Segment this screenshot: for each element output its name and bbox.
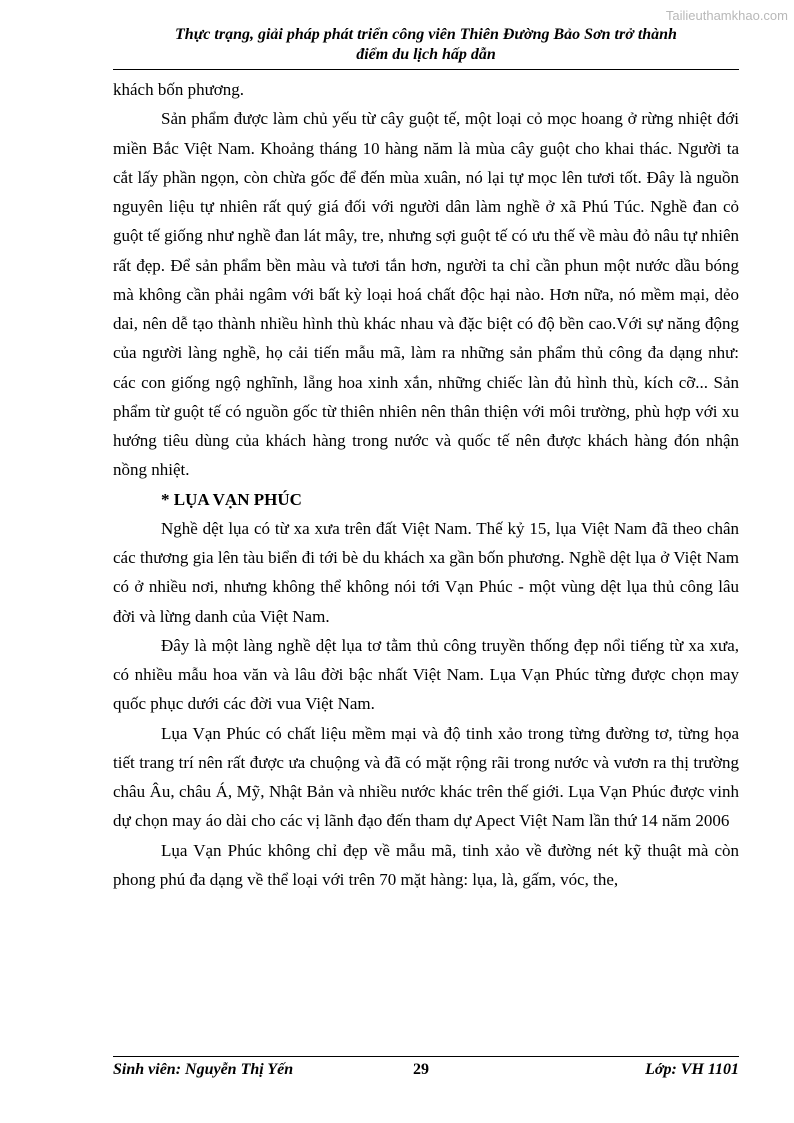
- footer-class: Lớp: VH 1101: [645, 1061, 739, 1078]
- footer-divider: [113, 1056, 739, 1057]
- paragraph-guot-te: Sản phẩm được làm chủ yếu từ cây guột tế, một loại cỏ mọc hoang ở rừng nhiệt đới miền Bắc Việt Nam. Khoảng tháng 10 hàng năm là mùa cây guột cho khai thác. Người ta cắt lấy phần ngọn, còn chừa gốc để đến mùa xuân, nó lại tự mọc lên tươi tốt. Đây là nguồn nguyên liệu tự nhiên rất quý giá đối với người dân làm nghề ở xã Phú Túc. Nghề đan cỏ guột tế giống như nghề đan lát mây, tre, nhưng sợi guột tế có ưu thế về màu đỏ nâu tự nhiên rất đẹp. Để sản phẩm bền màu và tươi tắn hơn, người ta chỉ cần phun một nước dầu bóng mà không cần phải ngâm với bất kỳ loại hoá chất độc hại nào. Hơn nữa, nó mềm mại, dẻo dai, nên dễ tạo thành nhiều hình thù khác nhau và đặc biệt có độ bền cao.Với sự năng động của người làng nghề, họ cải tiến mẫu mã, làm ra những sản phẩm thủ công đa dạng như: các con giống ngộ nghĩnh, lẵng hoa xinh xắn, những chiếc làn đủ hình thù, kích cỡ... Sản phẩm từ guột tế có nguồn gốc từ thiên nhiên nên thân thiện với môi trường, phù hợp với xu hướng tiêu dùng của khách hàng trong nước và quốc tế nên được khách hàng đón nhận nồng nhiệt.: [113, 109, 739, 480]
- header-line-2: điểm du lịch hấp dẫn: [356, 46, 496, 63]
- paragraph-continuation: khách bốn phương.: [113, 80, 245, 99]
- section-heading-lua-van-phuc: * LỤA VẠN PHÚC: [161, 489, 302, 509]
- document-body: [113, 75, 739, 894]
- footer-page-number: 29: [413, 1061, 429, 1078]
- watermark: Tailieuthamkhao.com: [665, 8, 788, 23]
- header-divider: [113, 69, 739, 70]
- paragraph-silk-village: Đây là một làng nghề dệt lụa tơ tằm thủ công truyền thống đẹp nổi tiếng từ xa xưa, có nhiều mẫu hoa văn và lâu đời bậc nhất Việt Nam. Lụa Vạn Phúc từng được chọn may quốc phục dưới các đời vua Việt Nam.: [113, 635, 739, 714]
- header-line-1: Thực trạng, giải pháp phát triển công viên Thiên Đường Bảo Sơn trở thành: [175, 26, 677, 43]
- page-header: [113, 25, 739, 65]
- paragraph-silk-history: Nghề dệt lụa có từ xa xưa trên đất Việt Nam. Thế kỷ 15, lụa Việt Nam đã theo chân các thương gia lên tàu biển đi tới bè du khách xa gần bốn phương. Nghề dệt lụa ở Việt Nam có ở nhiều nơi, nhưng không thể không nói tới Vạn Phúc - một vùng dệt lụa thủ công lâu đời và lừng danh của Việt Nam.: [113, 518, 739, 626]
- page-footer: [113, 1061, 739, 1083]
- paragraph-silk-quality: Lụa Vạn Phúc có chất liệu mềm mại và độ tinh xảo trong từng đường tơ, từng họa tiết trang trí nên rất được ưa chuộng và đã có mặt rộng rãi trong nước và vươn ra thị trường châu Âu, châu Á, Mỹ, Nhật Bản và nhiều nước khác trên thế giới. Lụa Vạn Phúc được vinh dự chọn may áo dài cho các vị lãnh đạo đến tham dự Apect Việt Nam lần thứ 14 năm 2006: [113, 723, 739, 831]
- paragraph-silk-variety: Lụa Vạn Phúc không chỉ đẹp về mẫu mã, tinh xảo về đường nét kỹ thuật mà còn phong phú đa dạng về thể loại với trên 70 mặt hàng: lụa, là, gấm, vóc, the,: [113, 840, 739, 889]
- footer-student: Sinh viên: Nguyễn Thị Yến: [113, 1061, 294, 1078]
